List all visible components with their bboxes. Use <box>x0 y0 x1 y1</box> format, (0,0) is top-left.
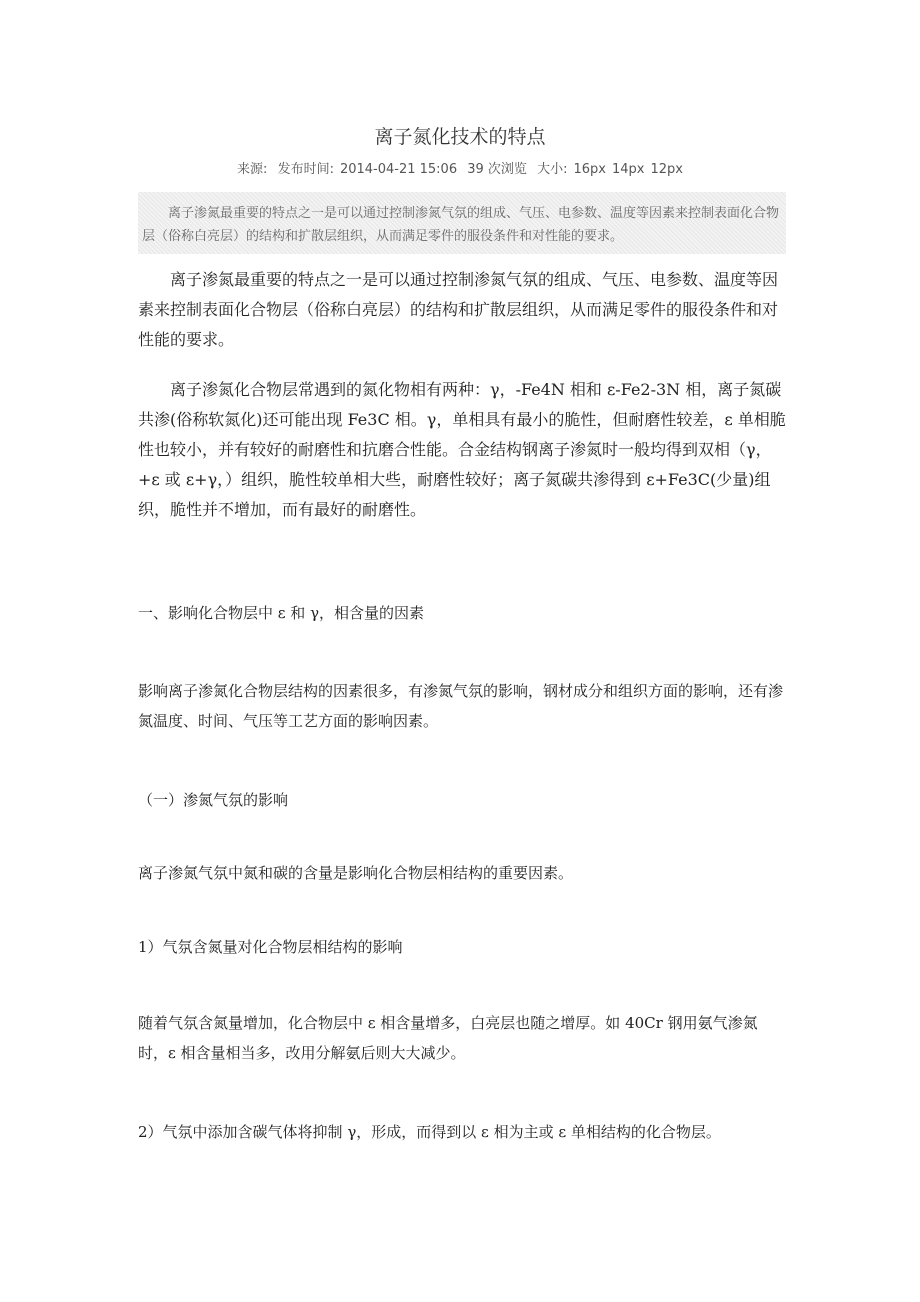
section-body-3: 随着气氛含氮量增加，化合物层中 ε 相含量增多，白亮层也随之增厚。如 40Cr 钢用氨气渗氮时，ε 相含量相当多，改用分解氨后则大大减少。 <box>138 1014 758 1062</box>
source-label: 来源: <box>237 162 268 177</box>
font-size-14-link[interactable]: 14px <box>611 162 645 177</box>
published-time: 2014-04-21 15:06 <box>339 162 458 177</box>
font-size-label: 大小: <box>537 162 568 177</box>
view-count: 39 次浏览 <box>467 162 527 177</box>
section-heading-2: （一）渗氮气氛的影响 <box>138 791 289 809</box>
published-label: 发布时间: <box>277 162 334 177</box>
section-heading-1: 一、影响化合物层中 ε 和 γ，相含量的因素 <box>138 604 425 622</box>
body-paragraph-2: 离子渗氮化合物层常遇到的氮化物相有两种：γ，-Fe4N 相和 ε-Fe2-3N 相，离子氮碳共渗(俗称软氮化)还可能出现 Fe3C 相。γ，单相具有最小的脆性，但耐磨性较差，ε 单相脆性也较小，并有较好的耐磨性和抗磨合性能。合金结构钢离子渗氮时一般均得到双相（γ，+ε 或 ε+γ，）组织，脆性较单相大些，耐磨性较好；离子氮碳共渗得到 ε+Fe3C(少量)组织，脆性并不增加，而有最好的耐磨性。 <box>138 380 786 519</box>
article-meta <box>0 158 920 177</box>
body-paragraph-1: 离子渗氮最重要的特点之一是可以通过控制渗氮气氛的组成、气压、电参数、温度等因素来控制表面化合物层（俗称白亮层）的结构和扩散层组织，从而满足零件的服役条件和对性能的要求。 <box>138 270 779 349</box>
font-size-16-link[interactable]: 16px <box>573 162 606 177</box>
section-heading-4: 2）气氛中添加含碳气体将抑制 γ，形成，而得到以 ε 相为主或 ε 单相结构的化合物层。 <box>138 1123 721 1141</box>
section-heading-3: 1）气氛含氮量对化合物层相结构的影响 <box>138 938 403 956</box>
section-body-1: 影响离子渗氮化合物层结构的因素很多，有渗氮气氛的影响，钢材成分和组织方面的影响，还有渗氮温度、时间、气压等工艺方面的影响因素。 <box>138 682 784 730</box>
font-size-12-link[interactable]: 12px <box>650 162 683 177</box>
article-summary: 离子渗氮最重要的特点之一是可以通过控制渗氮气氛的组成、气压、电参数、温度等因素来控制表面化合物层（俗称白亮层）的结构和扩散层组织，从而满足零件的服役条件和对性能的要求。 <box>138 192 786 254</box>
article-title: 离子氮化技术的特点 <box>374 126 546 148</box>
section-body-2: 离子渗氮气氛中氮和碳的含量是影响化合物层相结构的重要因素。 <box>138 864 574 882</box>
